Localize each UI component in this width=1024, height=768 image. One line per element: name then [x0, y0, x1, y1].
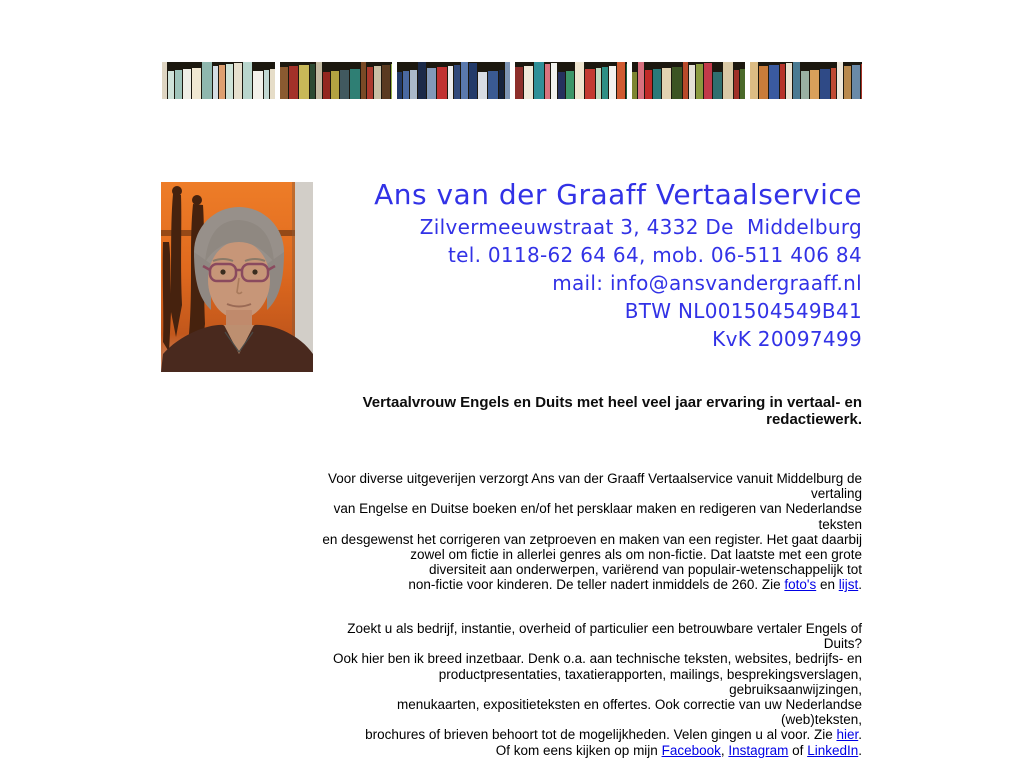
book-spine — [713, 72, 722, 99]
book-spine — [662, 68, 671, 99]
business-name: Ans van der Graaff Vertaalservice — [374, 178, 862, 211]
book-spine — [340, 70, 349, 99]
text-line — [313, 651, 862, 666]
kvk-line: KvK 20097499 — [712, 327, 862, 351]
bookshelf-photo — [515, 62, 628, 99]
book-spine — [499, 70, 504, 99]
book-spine — [810, 70, 819, 99]
book-spine — [323, 72, 330, 99]
email-line: mail: info@ansvandergraaff.nl — [552, 271, 862, 295]
profile-photo — [161, 182, 313, 372]
text-span: of — [788, 742, 808, 758]
paragraph-business-services — [313, 621, 862, 758]
bookshelf-photo — [162, 62, 275, 99]
book-spine — [626, 64, 628, 99]
book-spine — [243, 62, 252, 99]
book-spine — [410, 70, 417, 99]
book-spine — [418, 62, 426, 99]
text-line — [313, 682, 862, 697]
book-spine — [219, 65, 225, 99]
text-span: van Engelse en Duitse boeken en/of het persklaar maken en redigeren van Nederlandse — [333, 501, 862, 517]
book-spine — [653, 69, 661, 99]
book-spine — [175, 70, 182, 99]
text-span: Voor diverse uitgeverijen verzorgt Ans van der Graaff Vertaalservice vanuit Middelburg de — [327, 471, 862, 486]
book-spine — [801, 71, 809, 99]
book-spine — [632, 72, 637, 99]
text-span: en — [816, 577, 839, 593]
book-spine — [264, 70, 269, 99]
book-spine — [234, 63, 242, 99]
book-spine — [558, 72, 565, 99]
book-spine — [734, 70, 739, 99]
text-span: gebruiksaanwijzingen, — [729, 681, 862, 697]
link-fotos[interactable]: foto's — [784, 577, 817, 593]
link-hier[interactable]: hier — [836, 727, 859, 743]
text-span: diversiteit aan onderwerpen, variërend van populair-wetenschappelijk tot — [428, 562, 862, 578]
book-spine — [609, 66, 616, 99]
text-line — [313, 532, 862, 547]
book-spine — [534, 62, 544, 99]
text-line — [313, 727, 862, 742]
book-spine — [566, 71, 574, 99]
book-spine — [723, 62, 733, 99]
book-spine — [740, 69, 745, 99]
text-span: en desgewenst het corrigeren van zetproeven en maken van een register. Het gaat daarbij — [322, 531, 862, 547]
address-line: Zilvermeeuwstraat 3, 4332 De Middelburg — [419, 215, 862, 239]
book-spine — [461, 62, 468, 99]
book-spine — [316, 62, 322, 99]
book-spine — [454, 65, 460, 99]
book-spine — [397, 72, 402, 99]
contact-block — [313, 177, 862, 353]
book-spine — [545, 64, 550, 99]
book-spine — [617, 62, 625, 99]
text-line — [313, 743, 862, 758]
book-spine — [469, 63, 477, 99]
text-line — [313, 486, 862, 501]
text-line — [313, 517, 862, 532]
book-spine — [382, 65, 390, 99]
book-spine — [168, 71, 174, 99]
book-spine — [280, 67, 288, 99]
book-spine — [759, 66, 768, 99]
text-line — [313, 547, 862, 562]
book-spine — [253, 71, 263, 99]
text-line — [313, 636, 862, 651]
book-spine — [769, 65, 779, 99]
book-spine — [361, 62, 366, 99]
text-span: menukaarten, expositieteksten en offertes. Ook correctie van uw Nederlandse — [396, 697, 862, 713]
book-spine — [192, 68, 201, 99]
book-spine — [289, 66, 298, 99]
link-lijst[interactable]: lijst — [838, 577, 859, 593]
intro-heading-line: redactiewerk. — [766, 410, 862, 428]
book-spine — [672, 67, 682, 99]
book-spine — [750, 62, 758, 99]
book-spine — [704, 63, 712, 99]
text-span: Zoekt u als bedrijf, instantie, overheid of particulier een betrouwbare vertaler Engels of — [347, 621, 862, 636]
book-spine — [515, 67, 523, 99]
book-spine — [427, 68, 436, 99]
link-linkedin[interactable]: LinkedIn — [807, 742, 859, 758]
text-span: . — [858, 742, 862, 758]
text-span: non-fictie voor kinderen. De teller nadert inmiddels de 260. Zie — [408, 577, 785, 593]
book-spine — [689, 65, 695, 99]
book-spine — [310, 64, 315, 99]
book-spine — [844, 66, 851, 99]
profile-photo-image — [161, 182, 313, 372]
text-span: productpresentaties, taxatierapporten, mailings, besprekingsverslagen, — [438, 666, 862, 682]
book-spine — [820, 69, 830, 99]
btw-line: BTW NL001504549B41 — [624, 299, 862, 323]
bookshelf-photo — [750, 62, 863, 99]
book-spine — [448, 66, 453, 99]
book-spine — [213, 66, 218, 99]
phone-line: tel. 0118-62 64 64, mob. 06-511 406 84 — [447, 243, 862, 267]
book-spine — [831, 68, 836, 99]
book-spine — [683, 62, 688, 99]
paragraph-publishing-work — [313, 471, 862, 593]
text-span: Duits? — [823, 636, 862, 652]
book-spine — [551, 63, 557, 99]
intro-heading — [313, 395, 862, 428]
book-spine — [367, 67, 373, 99]
text-line — [313, 667, 862, 682]
text-span: teksten — [818, 516, 862, 532]
text-span: (web)teksten, — [780, 712, 862, 728]
text-span: vertaling — [810, 486, 862, 502]
bookshelf-photo — [280, 62, 393, 99]
book-spine — [575, 62, 584, 99]
book-spine — [793, 62, 800, 99]
book-spine — [780, 64, 785, 99]
book-spine — [505, 62, 510, 99]
bookshelf-photo — [632, 62, 745, 99]
text-line — [313, 501, 862, 516]
book-spine — [585, 69, 595, 99]
book-spine — [837, 62, 843, 99]
book-spine — [202, 62, 212, 99]
book-spine — [596, 68, 601, 99]
book-spine — [183, 69, 191, 99]
book-spine — [162, 62, 167, 99]
book-spine — [861, 64, 863, 99]
text-span: Ook hier ben ik breed inzetbaar. Denk o.a. aan technische teksten, websites, bedrijfs- en — [332, 651, 862, 667]
text-line — [313, 471, 862, 486]
book-spine — [391, 64, 393, 99]
book-spine — [478, 72, 487, 99]
intro-heading-line: Vertaalvrouw Engels en Duits met heel veel jaar ervaring in vertaal- en — [362, 394, 862, 411]
bookshelf-photo — [397, 62, 510, 99]
book-spine — [645, 70, 652, 99]
text-line — [313, 712, 862, 727]
book-spine — [638, 62, 644, 99]
book-spine — [350, 69, 360, 99]
link-facebook[interactable]: Facebook — [661, 742, 721, 758]
book-spine — [226, 64, 233, 99]
link-instagram[interactable]: Instagram — [728, 742, 789, 758]
bookshelf-strip — [162, 62, 862, 99]
book-spine — [270, 69, 275, 99]
book-spine — [299, 65, 309, 99]
book-spine — [524, 66, 533, 99]
text-line — [313, 562, 862, 577]
text-span: . — [858, 577, 862, 593]
text-line — [313, 697, 862, 712]
book-spine — [488, 71, 498, 99]
text-span: brochures of brieven behoort tot de mogelijkheden. Velen gingen u al voor. Zie — [365, 727, 837, 743]
book-spine — [786, 63, 792, 99]
book-spine — [602, 67, 608, 99]
text-span: Of kom eens kijken op mijn — [495, 742, 662, 758]
book-spine — [852, 65, 860, 99]
text-line — [313, 577, 862, 592]
book-spine — [331, 71, 339, 99]
book-spine — [374, 66, 381, 99]
text-line — [313, 621, 862, 636]
book-spine — [437, 67, 447, 99]
text-span: zowel om fictie in allerlei genres als om non-fictie. Dat laatste met een grote — [410, 547, 862, 563]
book-spine — [403, 71, 409, 99]
text-span: , — [720, 742, 729, 758]
book-spine — [696, 64, 703, 99]
text-span: . — [858, 727, 862, 743]
